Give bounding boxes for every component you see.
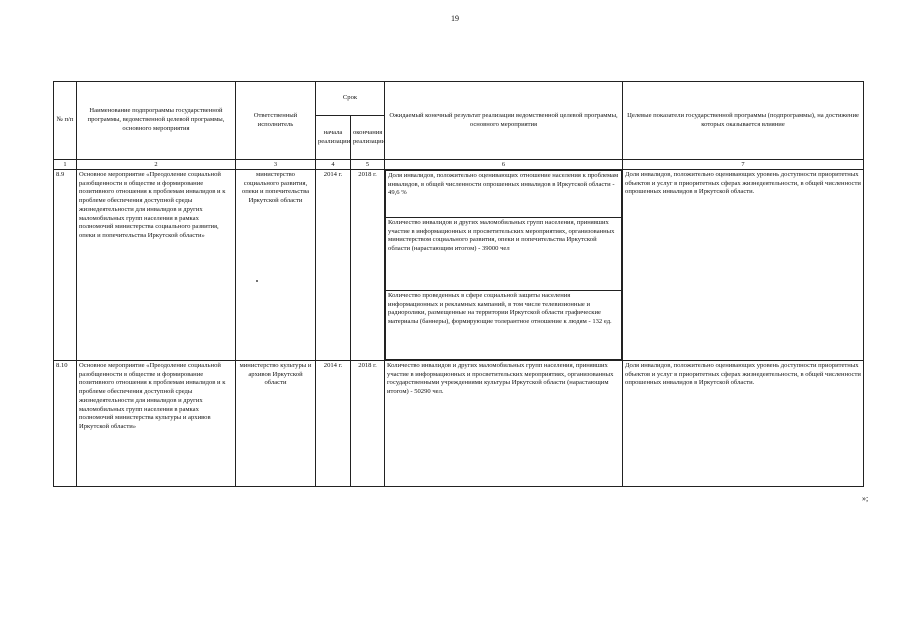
result-item: Количество проведенных в сфере социальной защиты населения информационных и рекламных кампаний, в том числе телевизионные и радиоролики, размещенные на территории Иркутской области графические материалы (баннеры), формирующие толерантное отношение к людям - 132 ед. xyxy=(386,291,622,360)
column-number: 7 xyxy=(623,160,864,170)
row-num: 8.10 xyxy=(54,361,77,487)
row-indicators: Доля инвалидов, положительно оценивающих уровень доступности приоритетных объектов и услуг в приоритетных сферах жизнедеятельности, в общей численности опрошенных инвалидов в Иркутской области. xyxy=(623,170,864,361)
row-results xyxy=(385,170,623,361)
row-name: Основное мероприятие «Преодоление социальной разобщенности в обществе и формирование позитивного отношения к проблемам инвалидов и к проблеме обеспечения доступной среды жизнедеятельности для инвалидов и других маломобильных групп населения в рамках полномочий министерства социального развития, опеки и попечительства Иркутской области» xyxy=(77,170,236,361)
header-indicators: Целевые показатели государственной программы (подпрограммы), на достижение которых оказывается влияние xyxy=(623,82,864,160)
header-name: Наименование подпрограммы государственной программы, ведомственной целевой программы, основного мероприятия xyxy=(77,82,236,160)
column-number: 1 xyxy=(54,160,77,170)
row-result: Количество инвалидов и других маломобильных групп населения, принявших участие в информационных и просветительских мероприятиях, организованных государственными учреждениями культуры Иркутской области (нарастающим итогом) - 50290 чел. xyxy=(385,361,623,487)
column-number: 6 xyxy=(385,160,623,170)
header-result: Ожидаемый конечный результат реализации ведомственной целевой программы, основного мероприятия xyxy=(385,82,623,160)
row-end: 2018 г. xyxy=(351,170,385,361)
header-term: Срок xyxy=(316,82,385,116)
column-number: 2 xyxy=(77,160,236,170)
header-row xyxy=(54,82,864,116)
row-name: Основное мероприятие «Преодоление социальной разобщенности в обществе и формирование позитивного отношения к проблемам инвалидов и к проблеме обеспечения доступной среды жизнедеятельности для инвалидов и других маломобильных групп населения в рамках полномочий министерства культуры и архивов Иркутской области» xyxy=(77,361,236,487)
header-end: окончания реализации xyxy=(351,116,385,160)
row-executor: министерство социального развития, опеки и попечительства Иркутской области xyxy=(236,170,316,361)
results-list xyxy=(385,170,622,360)
program-table xyxy=(53,81,864,487)
row-start: 2014 г. xyxy=(316,361,351,487)
table-row xyxy=(54,361,864,487)
column-number-row xyxy=(54,160,864,170)
header-start: начала реализации xyxy=(316,116,351,160)
column-number: 5 xyxy=(351,160,385,170)
row-start: 2014 г. xyxy=(316,170,351,361)
table-row xyxy=(54,170,864,361)
row-end: 2018 г. xyxy=(351,361,385,487)
row-indicators: Доля инвалидов, положительно оценивающих уровень доступности приоритетных объектов и услуг в приоритетных сферах жизнедеятельности, в общей численности опрошенных инвалидов в Иркутской области. xyxy=(623,361,864,487)
result-item: Доля инвалидов, положительно оценивающих отношение населения к проблемам инвалидов, в общей численности опрошенных инвалидов в Иркутской области - 49,6 % xyxy=(386,171,622,218)
scan-speck xyxy=(256,280,258,282)
page-number: 19 xyxy=(451,14,459,23)
row-num: 8.9 xyxy=(54,170,77,361)
header-executor: Ответственный исполнитель xyxy=(236,82,316,160)
column-number: 3 xyxy=(236,160,316,170)
row-executor: министерство культуры и архивов Иркутской области xyxy=(236,361,316,487)
header-num: № п/п xyxy=(54,82,77,160)
result-item: Количество инвалидов и других маломобильных групп населения, принявших участие в информационных и просветительских мероприятиях, организованных министерством социального развития, опеки и попечительства Иркутской области (нарастающим итогом) - 39000 чел xyxy=(386,218,622,291)
closing-quote-mark: »; xyxy=(862,494,869,503)
column-number: 4 xyxy=(316,160,351,170)
